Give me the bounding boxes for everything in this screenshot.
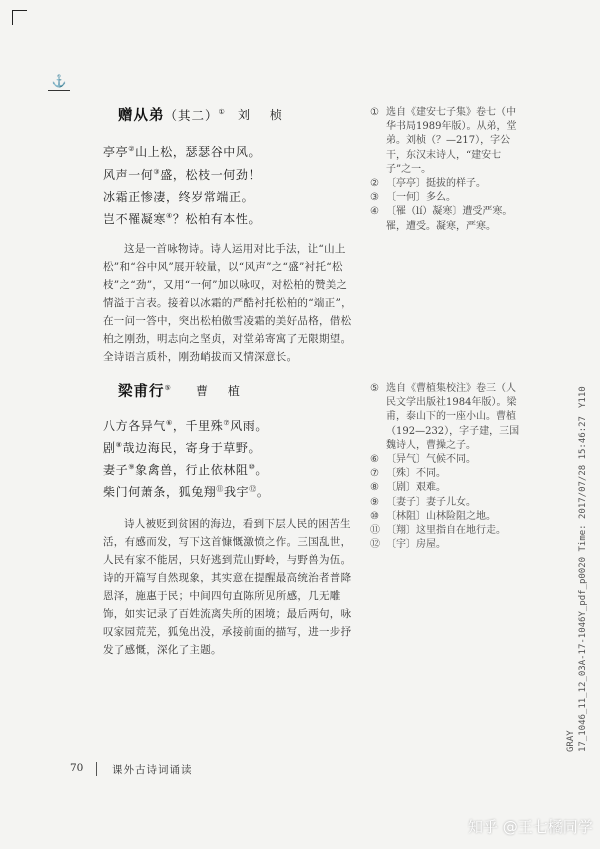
- note-8: ⑧ 〔剧〕艰难。: [370, 482, 446, 494]
- note-7: ⑦ 〔殊〕不同。: [370, 468, 446, 480]
- side-label-y110: Y110: [578, 386, 588, 408]
- poem1-commentary: 这是一首咏物诗。诗人运用对比手法，让“山上松”和“谷中风”展开较量，以“风声”之“盛”衬托“松枝”之“劲”，又用“一何”加以咏叹，对松柏的赞美之情溢于言表。接着以冰霜的严酷衬托松柏的“端正”，在一问一答中，突出松柏傲雪凌霜的美好品格，借松柏之刚劲，明志向之坚贞，对堂弟寄寓了无限期望。全诗语言质朴，刚劲峭拔而又情深意长。: [103, 243, 352, 363]
- anchor-icon: ⚓: [48, 74, 70, 91]
- footer-divider: [96, 762, 97, 776]
- poem1-line-4: 岂不罹凝寒④？松柏有本性。: [103, 212, 262, 226]
- book-title: 课外古诗词诵读: [112, 764, 193, 776]
- poem1-line-1: 亭亭②山上松，瑟瑟谷中风。: [103, 145, 262, 159]
- poem2-title: 梁甫行⑤: [118, 383, 172, 400]
- poem2-author: 曹 植: [196, 384, 248, 398]
- poem1-notes: [370, 106, 520, 234]
- poem2-line-4: 柴门何萧条，狐兔翔⑪我宇⑫。: [103, 485, 270, 499]
- poem1-line-3: 冰霜正惨凄，终岁常端正。: [103, 190, 255, 204]
- note-2: ② 〔亭亭〕挺拔的样子。: [370, 178, 486, 190]
- poem1-title: 赠从弟（其二）①: [118, 107, 226, 124]
- note-9: ⑨ 〔妻子〕妻子儿女。: [370, 496, 476, 508]
- note-1: ① 选自《建安七子集》卷七（中华书局1989年版）。从弟，堂弟。刘桢（？—217），字公干，东汉末诗人，“建安七子”之一。: [370, 107, 517, 175]
- note-12: ⑫ 〔宇〕房屋。: [370, 539, 446, 551]
- side-label-gray: GRAY: [566, 730, 576, 752]
- poem2-line-3: 妻子⑨象禽兽，行止依林阻⑩。: [103, 463, 268, 477]
- page-number: 70: [70, 762, 84, 774]
- poem2-line-2: 剧⑧哉边海民，寄身于草野。: [103, 441, 262, 455]
- poem1-author: 刘 桢: [238, 108, 290, 122]
- note-3: ③ 〔一何〕多么。: [370, 192, 456, 204]
- poem2-commentary: 诗人被贬到贫困的海边，看到下层人民的困苦生活，有感而发，写下这首慷慨激愤之作。三国乱世，人民有家不能居，只好逃到荒山野岭，与野兽为伍。诗的开篇写自然现象，其实意在提醒最高统治者普降恩泽，施惠于民；中间四句直陈所见所感，几无雕饰，如实记录了百姓流离失所的困境；最后两句，咏叹家园荒芜，狐兔出没，承接前面的描写，进一步抒发了感慨，深化了主题。: [103, 518, 352, 656]
- poem2-line-1: 八方各异气⑥，千里殊⑦风雨。: [103, 419, 269, 433]
- poem2-notes: [370, 382, 520, 552]
- side-label-print-info: 17_1046_11_12_03A-17-1046Y_pdf_p0020 Time: 2017/07/28 15:46:27: [578, 416, 588, 752]
- note-11: ⑪ 〔翔〕这里指自在地行走。: [370, 525, 506, 537]
- corner-crop-mark: [12, 10, 27, 25]
- note-4: ④ 〔罹（lí）凝寒〕遭受严寒。罹，遭受。凝寒，严寒。: [370, 206, 513, 232]
- note-5: ⑤ 选自《曹植集校注》卷三（人民文学出版社1984年版）。梁甫，泰山下的一座小山。曹植（192—232），字子建，三国魏诗人，曹操之子。: [370, 383, 520, 451]
- watermark: 知乎 @王七橘同学: [468, 818, 593, 836]
- poem1-line-2: 风声一何③盛，松枝一何劲！: [103, 168, 262, 182]
- note-6: ⑥ 〔异气〕气候不同。: [370, 454, 476, 466]
- note-10: ⑩ 〔林阻〕山林险阻之地。: [370, 510, 496, 522]
